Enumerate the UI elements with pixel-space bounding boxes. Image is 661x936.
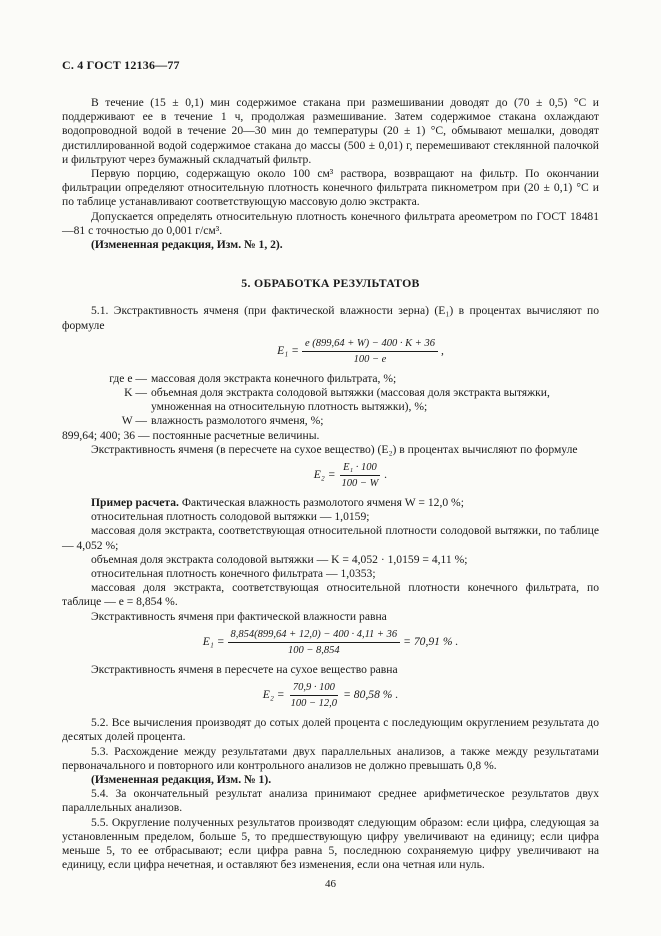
paragraph-dry-basis: Экстрактивность ячменя (в пересчете на сухое вещество) (E₂) в процентах вычисляют по формуле: [91, 442, 578, 456]
example-line: массовая доля экстракта, соответствующая относительной плотности солодовой вытяжки, по таблице — 4,052 %;: [62, 524, 599, 552]
formula-e1-tail: ,: [440, 344, 444, 358]
amendment-note-2: (Измененная редакция, Изм. № 1).: [91, 772, 272, 786]
formula-e2-fraction: [339, 461, 382, 490]
formula-e1-calc-fraction: [228, 628, 401, 657]
formula-e1-calc: [62, 628, 599, 657]
formula-e2-tail: .: [384, 468, 388, 482]
formula-e1-calc-numerator: 8,854(899,64 + 12,0) − 400 · 4,11 + 36: [228, 628, 401, 643]
definition-row: [62, 414, 599, 428]
page-header: С. 4 ГОСТ 12136—77: [62, 58, 180, 72]
paragraph-5-3: 5.3. Расхождение между результатами двух параллельных анализов, а также между результатами первоначального и повторного или контрольного анализов не должно превышать 0,8 %.: [62, 744, 599, 772]
formula-e1-lhs: E₁ =: [277, 344, 299, 358]
definition-term: K —: [124, 386, 147, 400]
paragraph-5-2: 5.2. Все вычисления производят до сотых долей процента с последующим округлением результата до десятых долей процента.: [62, 716, 599, 744]
paragraph-5-4: 5.4. За окончательный результат анализа принимают среднее арифметическое результатов двух параллельных анализов.: [62, 787, 599, 815]
definition-desc: объемная доля экстракта солодовой вытяжки (массовая доля экстракта вытяжки, умноженная на относительную плотность вытяжки), %;: [151, 386, 550, 414]
example-line: относительная плотность солодовой вытяжки — 1,0159;: [91, 510, 370, 524]
example-line: массовая доля экстракта, соответствующая относительной плотности конечного фильтрата, по таблице — e = 8,854 %.: [62, 581, 599, 609]
intro-paragraph-1: В течение (15 ± 0,1) мин содержимое стакана при размешивании доводят до (70 ± 0,5) °С и поддерживают ее в течение 1 ч, продолжая размешивание. Затем содержимое стакана охлаждают водопроводной водой в течение 20—30 мин до температуры (20 ± 1) °С, обмывают мешалки, доводят дистиллированной водой содержимое стакана до массы (500 ± 0,01) г, перемешивают стеклянной палочкой и фильтруют через бумажный складчатый фильтр.: [62, 96, 599, 166]
paragraph-dry-result: Экстрактивность ячменя в пересчете на сухое вещество равна: [91, 662, 398, 676]
example-line: относительная плотность конечного фильтрата — 1,0353;: [91, 567, 376, 581]
constants-line: 899,64; 400; 36 — постоянные расчетные величины.: [62, 428, 320, 442]
formula-e2-numerator: E₁ · 100: [340, 461, 380, 476]
definition-term: W —: [121, 414, 147, 428]
definition-row: [62, 372, 599, 386]
section-title: 5. ОБРАБОТКА РЕЗУЛЬТАТОВ: [241, 276, 420, 291]
formula-e2-calc: [62, 681, 599, 710]
formula-e2-calc-fraction: [288, 681, 340, 710]
formula-e2-denominator: 100 − W: [341, 478, 379, 490]
formula-e1-calc-result: = 70,91 % .: [403, 635, 459, 649]
formula-e2-calc-lhs: E₂ =: [262, 688, 285, 702]
formula-e2-lhs: E₂ =: [313, 468, 336, 482]
amendment-note-1: (Измененная редакция, Изм. № 1, 2).: [91, 238, 283, 252]
formula-e2-calc-denominator: 100 − 12,0: [290, 698, 338, 710]
formula-e1-calc-denominator: 100 − 8,854: [287, 644, 340, 656]
intro-paragraph-3: Допускается определять относительную плотность конечного фильтрата ареометром по ГОСТ 18481—81 с точностью до 0,001 г/см³.: [62, 209, 599, 237]
definition-desc: массовая доля экстракта конечного фильтрата, %;: [151, 371, 397, 385]
intro-paragraph-2: Первую порцию, содержащую около 100 см³ раствора, возвращают на фильтр. По окончании фильтрации определяют относительную плотность конечного фильтрата пикнометром при (20 ± 0,1) °С и по таблице устанавливают соответствующую массовую долю экстракта.: [62, 167, 599, 209]
example-label: Пример расчета.: [91, 496, 179, 510]
formula-e2-calc-result: = 80,58 % .: [343, 688, 399, 702]
paragraph-5-5: 5.5. Округление полученных результатов производят следующим образом: если цифра, следующая за установленным пределом, больше 5, то предшествующую цифру увеличивают на единицу; если цифра меньше 5, то ее отбрасывают; если цифра равна 5, последнюю сохраняемую цифру увеличивают на единицу, если цифра нечетная, и оставляют без изменения, если она четная или нуль.: [62, 815, 599, 872]
definition-desc: влажность размолотого ячменя, %;: [151, 414, 324, 428]
formula-e2: [102, 461, 599, 490]
formula-e2-calc-numerator: 70,9 · 100: [290, 681, 338, 696]
variable-definitions: [62, 372, 599, 429]
formula-e1-fraction: [302, 337, 438, 366]
page-number: 46: [325, 878, 336, 890]
example-text: Фактическая влажность размолотого ячменя W = 12,0 %;: [181, 496, 464, 510]
definition-term: где e —: [109, 371, 147, 385]
formula-e1-numerator: e (899,64 + W) − 400 · K + 36: [302, 337, 438, 352]
paragraph-5-1: 5.1. Экстрактивность ячменя (при фактической влажности зерна) (E₁) в процентах вычисляют по формуле: [62, 304, 599, 332]
formula-e1: [122, 337, 599, 366]
formula-e1-calc-lhs: E₁ =: [202, 635, 225, 649]
example-intro: [62, 496, 599, 510]
document-body: [62, 96, 599, 872]
example-line: объемная доля экстракта солодовой вытяжки — K = 4,052 · 1,0159 = 4,11 %;: [91, 552, 468, 566]
definition-row: [62, 386, 599, 414]
paragraph-actual: Экстрактивность ячменя при фактической влажности равна: [91, 609, 387, 623]
formula-e1-denominator: 100 − e: [353, 353, 387, 365]
